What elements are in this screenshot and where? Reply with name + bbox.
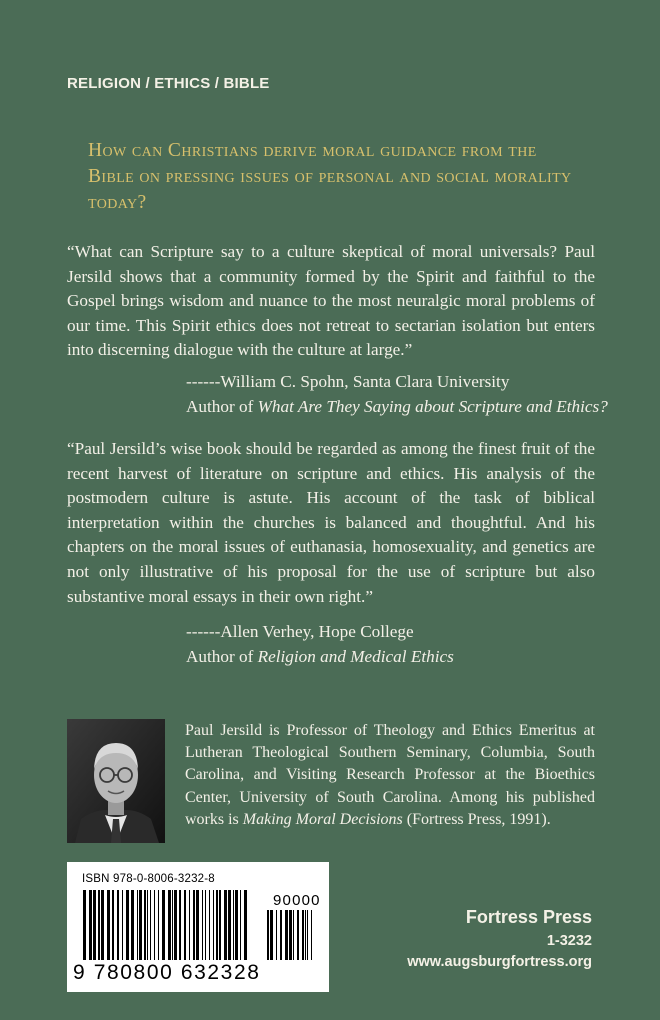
barcode-bar: [147, 890, 148, 960]
barcode-bars: [83, 890, 248, 960]
barcode-bar: [213, 890, 214, 960]
barcode-bar: [101, 890, 104, 960]
barcode-bar: [205, 890, 206, 960]
publisher-url: www.augsburgfortress.org: [407, 954, 592, 970]
barcode-bar: [122, 890, 123, 960]
barcode-bar: [193, 890, 195, 960]
barcode-bar: [107, 890, 110, 960]
attribution-book-line: [186, 395, 626, 420]
barcode-bar: [228, 890, 231, 960]
barcode-bar: [305, 910, 306, 960]
barcode-bar: [93, 890, 96, 960]
price-code: 90000: [273, 892, 321, 909]
barcode-bar: [179, 890, 181, 960]
barcode-bar: [162, 890, 165, 960]
barcode-bar: [285, 910, 288, 960]
barcode-bar: [112, 890, 114, 960]
price-barcode-bars: [267, 910, 317, 960]
barcode-bar: [270, 910, 273, 960]
barcode-bar: [144, 890, 146, 960]
barcode-bar: [276, 910, 277, 960]
book-title: Religion and Medical Ethics: [257, 646, 454, 666]
endorsement-quote-2: “Paul Jersild’s wise book should be regarded as among the finest fruit of the recent harvest of literature on scripture and ethics. His analysis of the postmodern culture is astute. His account of the task of biblical interpretation within the churches is balanced and thoughtful. And his chapters on the moral issues of euthanasia, homosexuality, and genetics are not only illustrative of his proposal for the use of scripture but also substantive moral essays in their own right.”: [67, 439, 595, 606]
isbn-barcode: [67, 862, 329, 992]
bio-text-end: (Fortress Press, 1991).: [402, 810, 551, 828]
barcode-bar: [224, 890, 227, 960]
publisher-name: Fortress Press: [465, 907, 592, 927]
endorsement-quote-1: “What can Scripture say to a culture skeptical of moral universals? Paul Jersild shows that a community formed by the Spirit and faithful to the Gospel brings wisdom and nuance to the most neuralgic moral problems of our time. This Spirit ethics does not retreat to sectarian isolation but enters into discerning dialogue with the culture at large.”: [67, 242, 595, 360]
barcode-bar: [235, 890, 238, 960]
barcode-bar: [89, 890, 92, 960]
barcode-bar: [244, 890, 247, 960]
tagline: How can Christians derive moral guidance from the Bible on pressing issues of personal and social morality today?: [88, 140, 572, 213]
barcode-bar: [158, 890, 159, 960]
barcode-bar: [196, 890, 199, 960]
barcode-bar: [233, 890, 234, 960]
barcode-bar: [168, 890, 171, 960]
barcode-bar: [172, 890, 173, 960]
author-of-label: Author of: [186, 646, 258, 666]
barcode-bar: [307, 910, 308, 960]
barcode-bar: [209, 890, 210, 960]
barcode-bar: [184, 890, 186, 960]
barcode-bar: [137, 890, 138, 960]
barcode-bar: [302, 910, 304, 960]
barcode-bar: [131, 890, 134, 960]
barcode-bar: [98, 890, 100, 960]
barcode-bar: [154, 890, 155, 960]
attribution-name: ------Allen Verhey, Hope College: [186, 622, 414, 641]
barcode-bar: [202, 890, 203, 960]
author-photo: [67, 719, 165, 843]
barcode-bar: [293, 910, 294, 960]
barcode-digits: 9 780800 632328: [73, 961, 261, 984]
barcode-bar: [311, 910, 312, 960]
attribution-name: ------William C. Spohn, Santa Clara University: [186, 372, 510, 391]
author-of-label: Author of: [186, 396, 258, 416]
barcode-bar: [240, 890, 241, 960]
bio-text: Paul Jersild is Professor of Theology and Ethics Emeritus at Lutheran Theological Southern Seminary, Columbia, South Carolina, and Visiting Research Professor at the Bioethics Center, University of South Carolina. Among his published works is: [185, 722, 595, 828]
bio-book-title: Making Moral Decisions: [242, 810, 403, 828]
barcode-bar: [150, 890, 151, 960]
barcode-bar: [117, 890, 119, 960]
barcode-bar: [280, 910, 282, 960]
barcode-bar: [216, 890, 218, 960]
book-title: What Are They Saying about Scripture and Ethics?: [257, 396, 608, 416]
barcode-bar: [189, 890, 190, 960]
barcode-bar: [139, 890, 142, 960]
endorsement-attribution-1: [186, 370, 626, 419]
barcode-bar: [219, 890, 221, 960]
barcode-bar: [267, 910, 269, 960]
barcode-bar: [83, 890, 86, 960]
isbn-label: ISBN 978-0-8006-3232-8: [82, 873, 215, 885]
barcode-bar: [126, 890, 129, 960]
barcode-bar: [297, 910, 299, 960]
category-label: RELIGION / ETHICS / BIBLE: [67, 75, 270, 92]
publisher-code: 1-3232: [546, 933, 592, 949]
attribution-book-line: [186, 645, 626, 670]
endorsement-attribution-2: [186, 620, 626, 669]
barcode-bar: [174, 890, 177, 960]
barcode-bar: [289, 910, 292, 960]
author-bio: [185, 720, 595, 831]
